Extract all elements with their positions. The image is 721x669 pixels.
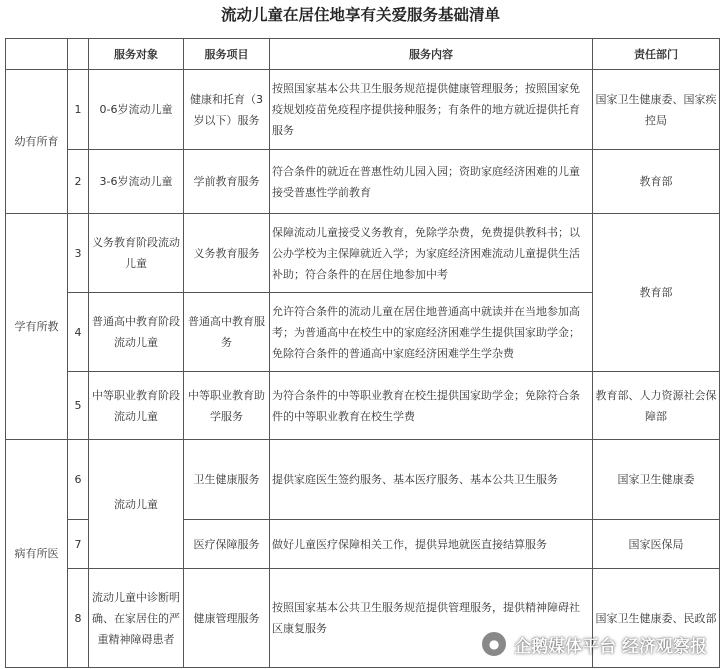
table-row	[6, 440, 720, 520]
target-cell: 0-6岁流动儿童	[89, 70, 184, 150]
table-row	[6, 70, 720, 150]
content-cell: 为符合条件的中等职业教育在校生提供国家助学金；免除符合条件的中等职业教育在校生学费	[270, 372, 593, 440]
header-content: 服务内容	[270, 39, 593, 70]
item-cell: 学前教育服务	[184, 150, 270, 214]
item-cell: 卫生健康服务	[184, 440, 270, 520]
target-cell: 流动儿童中诊断明确、在家居住的严重精神障碍患者	[89, 569, 184, 668]
table-row	[6, 569, 720, 668]
department-cell: 教育部	[593, 214, 720, 372]
department-cell: 教育部、人力资源社会保障部	[593, 372, 720, 440]
header-item: 服务项目	[184, 39, 270, 70]
content-cell: 做好儿童医疗保障相关工作，提供异地就医直接结算服务	[270, 520, 593, 569]
target-cell: 3-6岁流动儿童	[89, 150, 184, 214]
department-cell: 教育部	[593, 150, 720, 214]
item-cell: 医疗保障服务	[184, 520, 270, 569]
category-cell: 幼有所育	[6, 70, 68, 214]
header-number	[68, 39, 89, 70]
content-cell: 按照国家基本公共卫生服务规范提供管理服务，提供精神障碍社区康复服务	[270, 569, 593, 668]
page-title: 流动儿童在居住地享有关爱服务基础清单	[220, 6, 500, 24]
header-target: 服务对象	[89, 39, 184, 70]
content-cell: 按照国家基本公共卫生服务规范提供健康管理服务；按照国家免疫规划疫苗免疫程序提供接种服务；有条件的地方就近提供托育服务	[270, 70, 593, 150]
target-cell: 流动儿童	[89, 440, 184, 569]
target-cell: 中等职业教育阶段流动儿童	[89, 372, 184, 440]
watermark-text: 企鹅媒体平台 经济观察报	[514, 636, 707, 657]
row-number: 5	[68, 372, 89, 440]
department-cell: 国家卫生健康委、国家疾控局	[593, 70, 720, 150]
service-table	[5, 38, 720, 668]
department-cell: 国家卫生健康委、民政部	[593, 569, 720, 668]
item-cell: 义务教育服务	[184, 214, 270, 293]
target-cell: 义务教育阶段流动儿童	[89, 214, 184, 293]
row-number: 2	[68, 150, 89, 214]
row-number: 4	[68, 293, 89, 372]
table-row	[6, 214, 720, 293]
item-cell: 健康和托育（3岁以下）服务	[184, 70, 270, 150]
row-number: 8	[68, 569, 89, 668]
header-category	[6, 39, 68, 70]
item-cell: 中等职业教育助学服务	[184, 372, 270, 440]
table-row	[6, 372, 720, 440]
department-cell: 国家医保局	[593, 520, 720, 569]
row-number: 6	[68, 440, 89, 520]
content-cell: 符合条件的就近在普惠性幼儿园入园；资助家庭经济困难的儿童接受普惠性学前教育	[270, 150, 593, 214]
item-cell: 普通高中教育服务	[184, 293, 270, 372]
item-cell: 健康管理服务	[184, 569, 270, 668]
category-cell: 病有所医	[6, 440, 68, 668]
table-header-row	[6, 39, 720, 70]
content-cell: 提供家庭医生签约服务、基本医疗服务、基本公共卫生服务	[270, 440, 593, 520]
content-cell: 允许符合条件的流动儿童在居住地普通高中就读并在当地参加高考；为普通高中在校生中的家庭经济困难学生提供国家助学金；免除符合条件的普通高中家庭经济困难学生学杂费	[270, 293, 593, 372]
penguin-logo-icon: ●	[480, 630, 508, 658]
target-cell: 普通高中教育阶段流动儿童	[89, 293, 184, 372]
category-cell: 学有所教	[6, 214, 68, 440]
row-number: 1	[68, 70, 89, 150]
header-department: 责任部门	[593, 39, 720, 70]
row-number: 3	[68, 214, 89, 293]
table-row	[6, 150, 720, 214]
department-cell: 国家卫生健康委	[593, 440, 720, 520]
row-number: 7	[68, 520, 89, 569]
content-cell: 保障流动儿童接受义务教育，免除学杂费，免费提供教科书；以公办学校为主保障就近入学；为家庭经济困难流动儿童提供生活补助；符合条件的在居住地参加中考	[270, 214, 593, 293]
